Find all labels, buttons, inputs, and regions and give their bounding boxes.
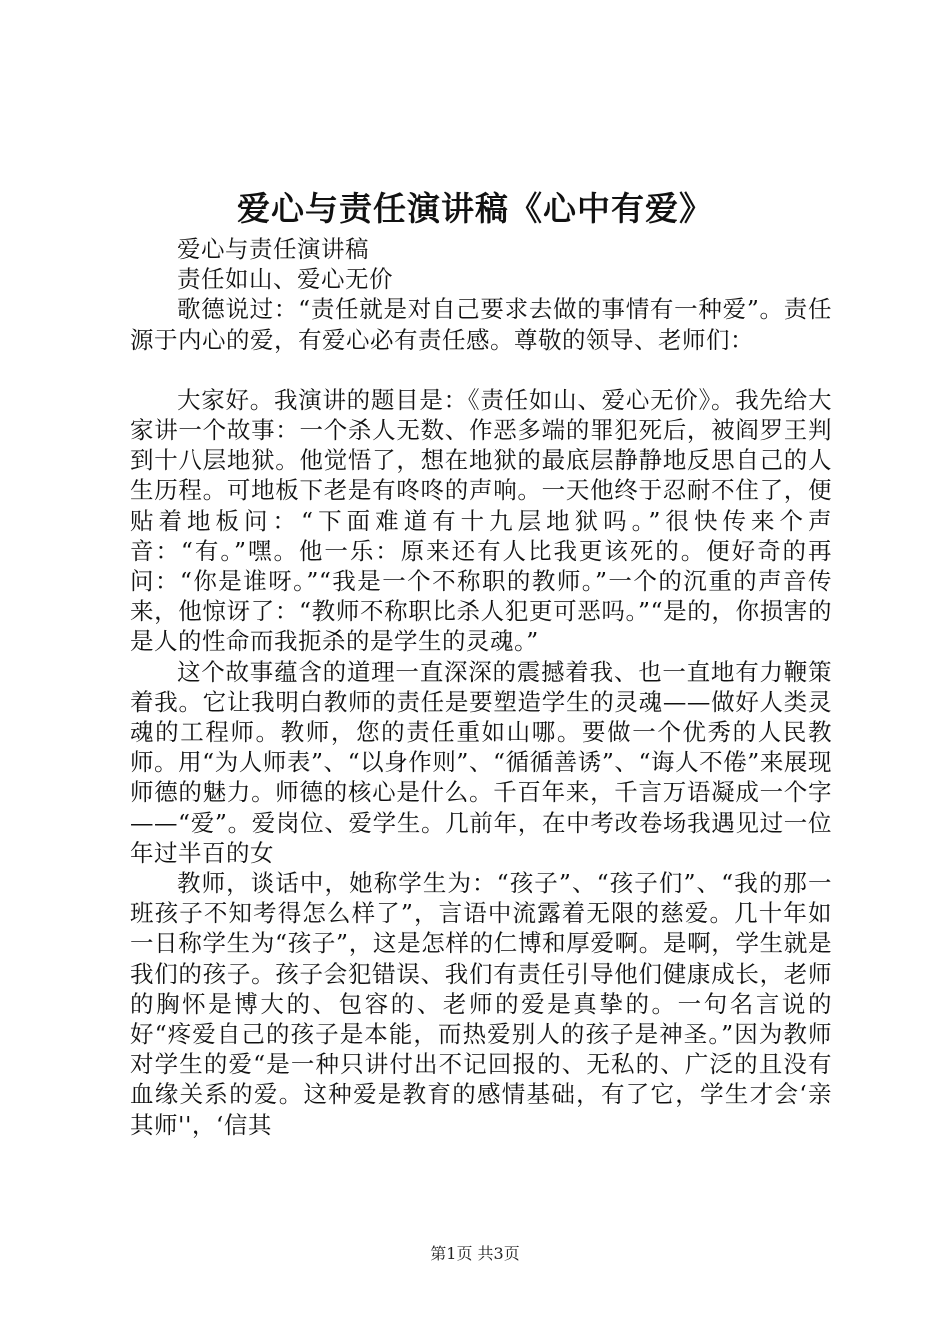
body-paragraph: 这个故事蕴含的道理一直深深的震撼着我、也一直地有力鞭策着我。它让我明白教师的责任是要塑造学生的灵魂——做好人类灵魂的工程师。教师，您的责任重如山哪。要做一个优秀的人民教师。用“为人师表”、“以身作则”、“循循善诱”、“诲人不倦”来展现师德的魅力。师德的核心是什么。千百年来，千言万语凝成一个字——“爱”。爱岗位、爱学生。几前年，在中考改卷场我遇见过一位年过半百的女 — [130, 657, 832, 867]
body-paragraph: 教师，谈话中，她称学生为：“孩子”、“孩子们”、“我的那一班孩子不知考得怎么样了”，言语中流露着无限的慈爱。几十年如一日称学生为“孩子”，这是怎样的仁博和厚爱啊。是啊，学生就是我们的孩子。孩子会犯错误、我们有责任引导他们健康成长，老师的胸怀是博大的、包容的、老师的爱是真挚的。一句名言说的好“疼爱自己的孩子是本能，而热爱别人的孩子是神圣。”因为教师对学生的爱“是一种只讲付出不记回报的、无私的、广泛的且没有血缘关系的爱。这种爱是教育的感情基础，有了它，学生才会‘亲其师''，‘信其 — [130, 869, 832, 1139]
subheading-paragraph: 责任如山、爱心无价 — [177, 265, 393, 294]
document-body — [130, 234, 832, 1140]
page-number-footer: 第1页 共3页 — [430, 1244, 520, 1263]
document-title: 爱心与责任演讲稿《心中有爱》 — [237, 189, 713, 228]
body-paragraph: 大家好。我演讲的题目是：《责任如山、爱心无价》。我先给大家讲一个故事：一个杀人无数、作恶多端的罪犯死后，被阎罗王判到十八层地狱。他觉悟了，想在地狱的最底层静静地反思自己的人生历程。可地板下老是有咚咚的声响。一天他终于忍耐不住了，便贴着地板问：“下面难道有十九层地狱吗。”很快传来个声音：“有。”嘿。他一乐：原来还有人比我更该死的。便好奇的再问：“你是谁呀。”“我是一个不称职的教师。”一个的沉重的声音传来，他惊讶了：“教师不称职比杀人犯更可恶吗。”“是的，你损害的是人的性命而我扼杀的是学生的灵魂。” — [130, 385, 832, 656]
subtitle-paragraph: 爱心与责任演讲稿 — [177, 235, 369, 263]
body-paragraph: 歌德说过：“责任就是对自己要求去做的事情有一种爱”。责任源于内心的爱，有爱心必有责任感。尊敬的领导、老师们： — [130, 295, 832, 354]
